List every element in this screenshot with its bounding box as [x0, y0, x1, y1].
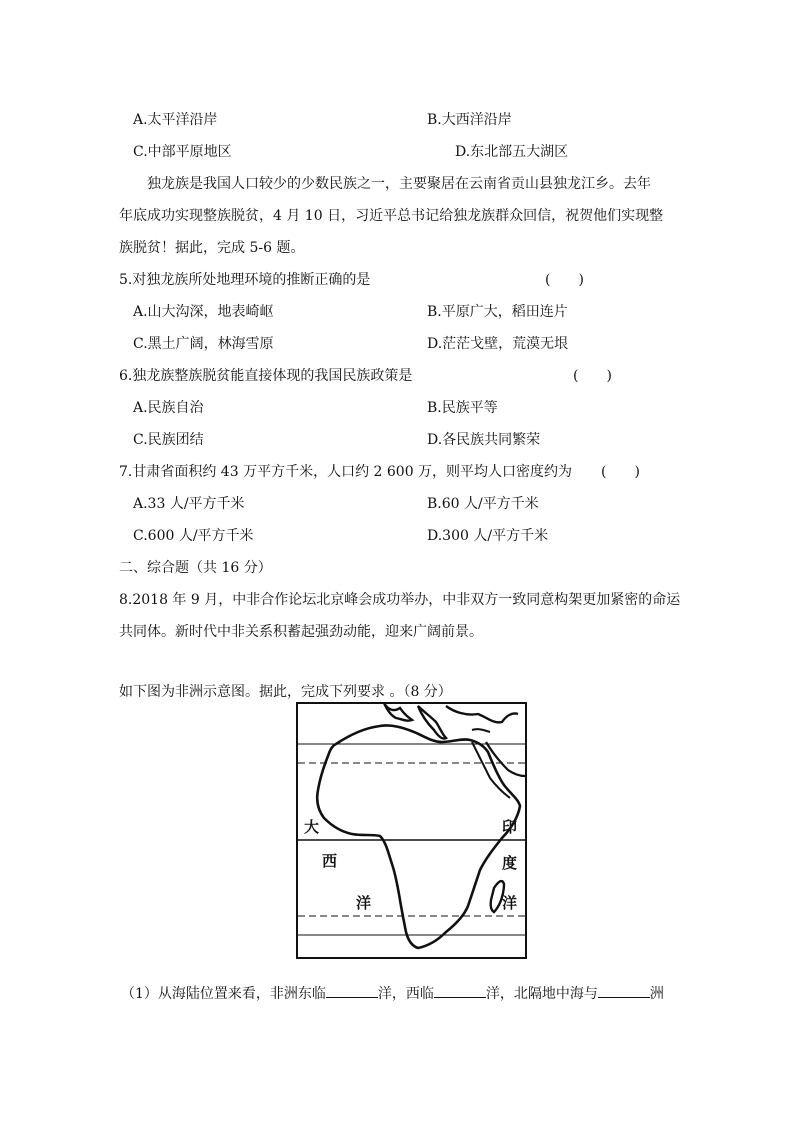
- q5-option-d: D.茫茫戈壁，荒漠无垠: [427, 336, 569, 352]
- q4-option-c: C.中部平原地区: [133, 144, 232, 160]
- blank-east-ocean[interactable]: [326, 982, 378, 998]
- q7-option-c: C.600 人/平方千米: [133, 528, 254, 544]
- q5-option-c: C.黑土广阔，林海雪原: [133, 336, 274, 352]
- q6-option-a: A.民族自治: [133, 400, 204, 416]
- label-yin: 印: [502, 818, 518, 836]
- q7-option-d: D.300 人/平方千米: [427, 528, 549, 544]
- q7-stem: 7.甘肃省面积约 43 万平方千米，人口约 2 600 万，则平均人口密度约为: [119, 464, 573, 480]
- q7-option-a: A.33 人/平方千米: [133, 496, 245, 512]
- q8-sub1-part-4: 洲: [649, 986, 664, 1002]
- blank-north-continent[interactable]: [598, 982, 650, 998]
- label-du: 度: [502, 854, 518, 872]
- q6-stem: 6.独龙族整族脱贫能直接体现的我国民族政策是: [119, 368, 413, 384]
- africa-map: [296, 702, 527, 959]
- q7-answer-paren: ( ): [601, 464, 640, 480]
- q8-sub1-part-2: 洋，西临: [377, 986, 434, 1002]
- q6-option-c: C.民族团结: [133, 432, 204, 448]
- q8-sub1-part-1: （1）从海陆位置来看，非洲东临: [121, 986, 326, 1002]
- section-2-heading: 二、综合题（共 16 分）: [119, 560, 272, 576]
- map-frame: [297, 703, 526, 958]
- q8-sub1-part-3: 洋，北隔地中海与: [485, 986, 598, 1002]
- passage-line-1: 独龙族是我国人口较少的少数民族之一，主要聚居在云南省贡山县独龙江乡。去年: [147, 176, 651, 192]
- q5-stem: 5.对独龙族所处地理环境的推断正确的是: [119, 272, 371, 288]
- q5-option-a: A.山大沟深，地表崎岖: [133, 304, 274, 320]
- passage-line-3: 族脱贫！据此，完成 5-6 题。: [119, 240, 305, 256]
- label-xi: 西: [322, 852, 338, 870]
- label-yang-west: 洋: [356, 894, 372, 912]
- q6-answer-paren: ( ): [573, 368, 612, 384]
- q5-answer-paren: ( ): [545, 272, 584, 288]
- q8-map-intro: 如下图为非洲示意图。据此，完成下列要求 。（8 分）: [119, 684, 452, 700]
- label-yang-east: 洋: [502, 894, 518, 912]
- q4-option-d: D.东北部五大湖区: [455, 144, 569, 160]
- q6-option-b: B.民族平等: [427, 400, 498, 416]
- q4-option-b: B.大西洋沿岸: [427, 112, 512, 128]
- q5-option-b: B.平原广大，稻田连片: [427, 304, 568, 320]
- label-da: 大: [304, 818, 320, 836]
- q8-text-line-1: 8.2018 年 9 月，中非合作论坛北京峰会成功举办，中非双方一致同意构架更加紧密的命运: [119, 592, 681, 608]
- q4-option-a: A.太平洋沿岸: [133, 112, 218, 128]
- q8-subquestion-1: [121, 982, 664, 1004]
- blank-west-ocean[interactable]: [434, 982, 486, 998]
- q7-option-b: B.60 人/平方千米: [427, 496, 539, 512]
- passage-line-2: 年底成功实现整族脱贫，4 月 10 日，习近平总书记给独龙族群众回信，祝贺他们实现整: [119, 208, 664, 224]
- q6-option-d: D.各民族共同繁荣: [427, 432, 541, 448]
- q8-text-line-2: 共同体。新时代中非关系积蓄起强劲动能，迎来广阔前景。: [119, 624, 483, 640]
